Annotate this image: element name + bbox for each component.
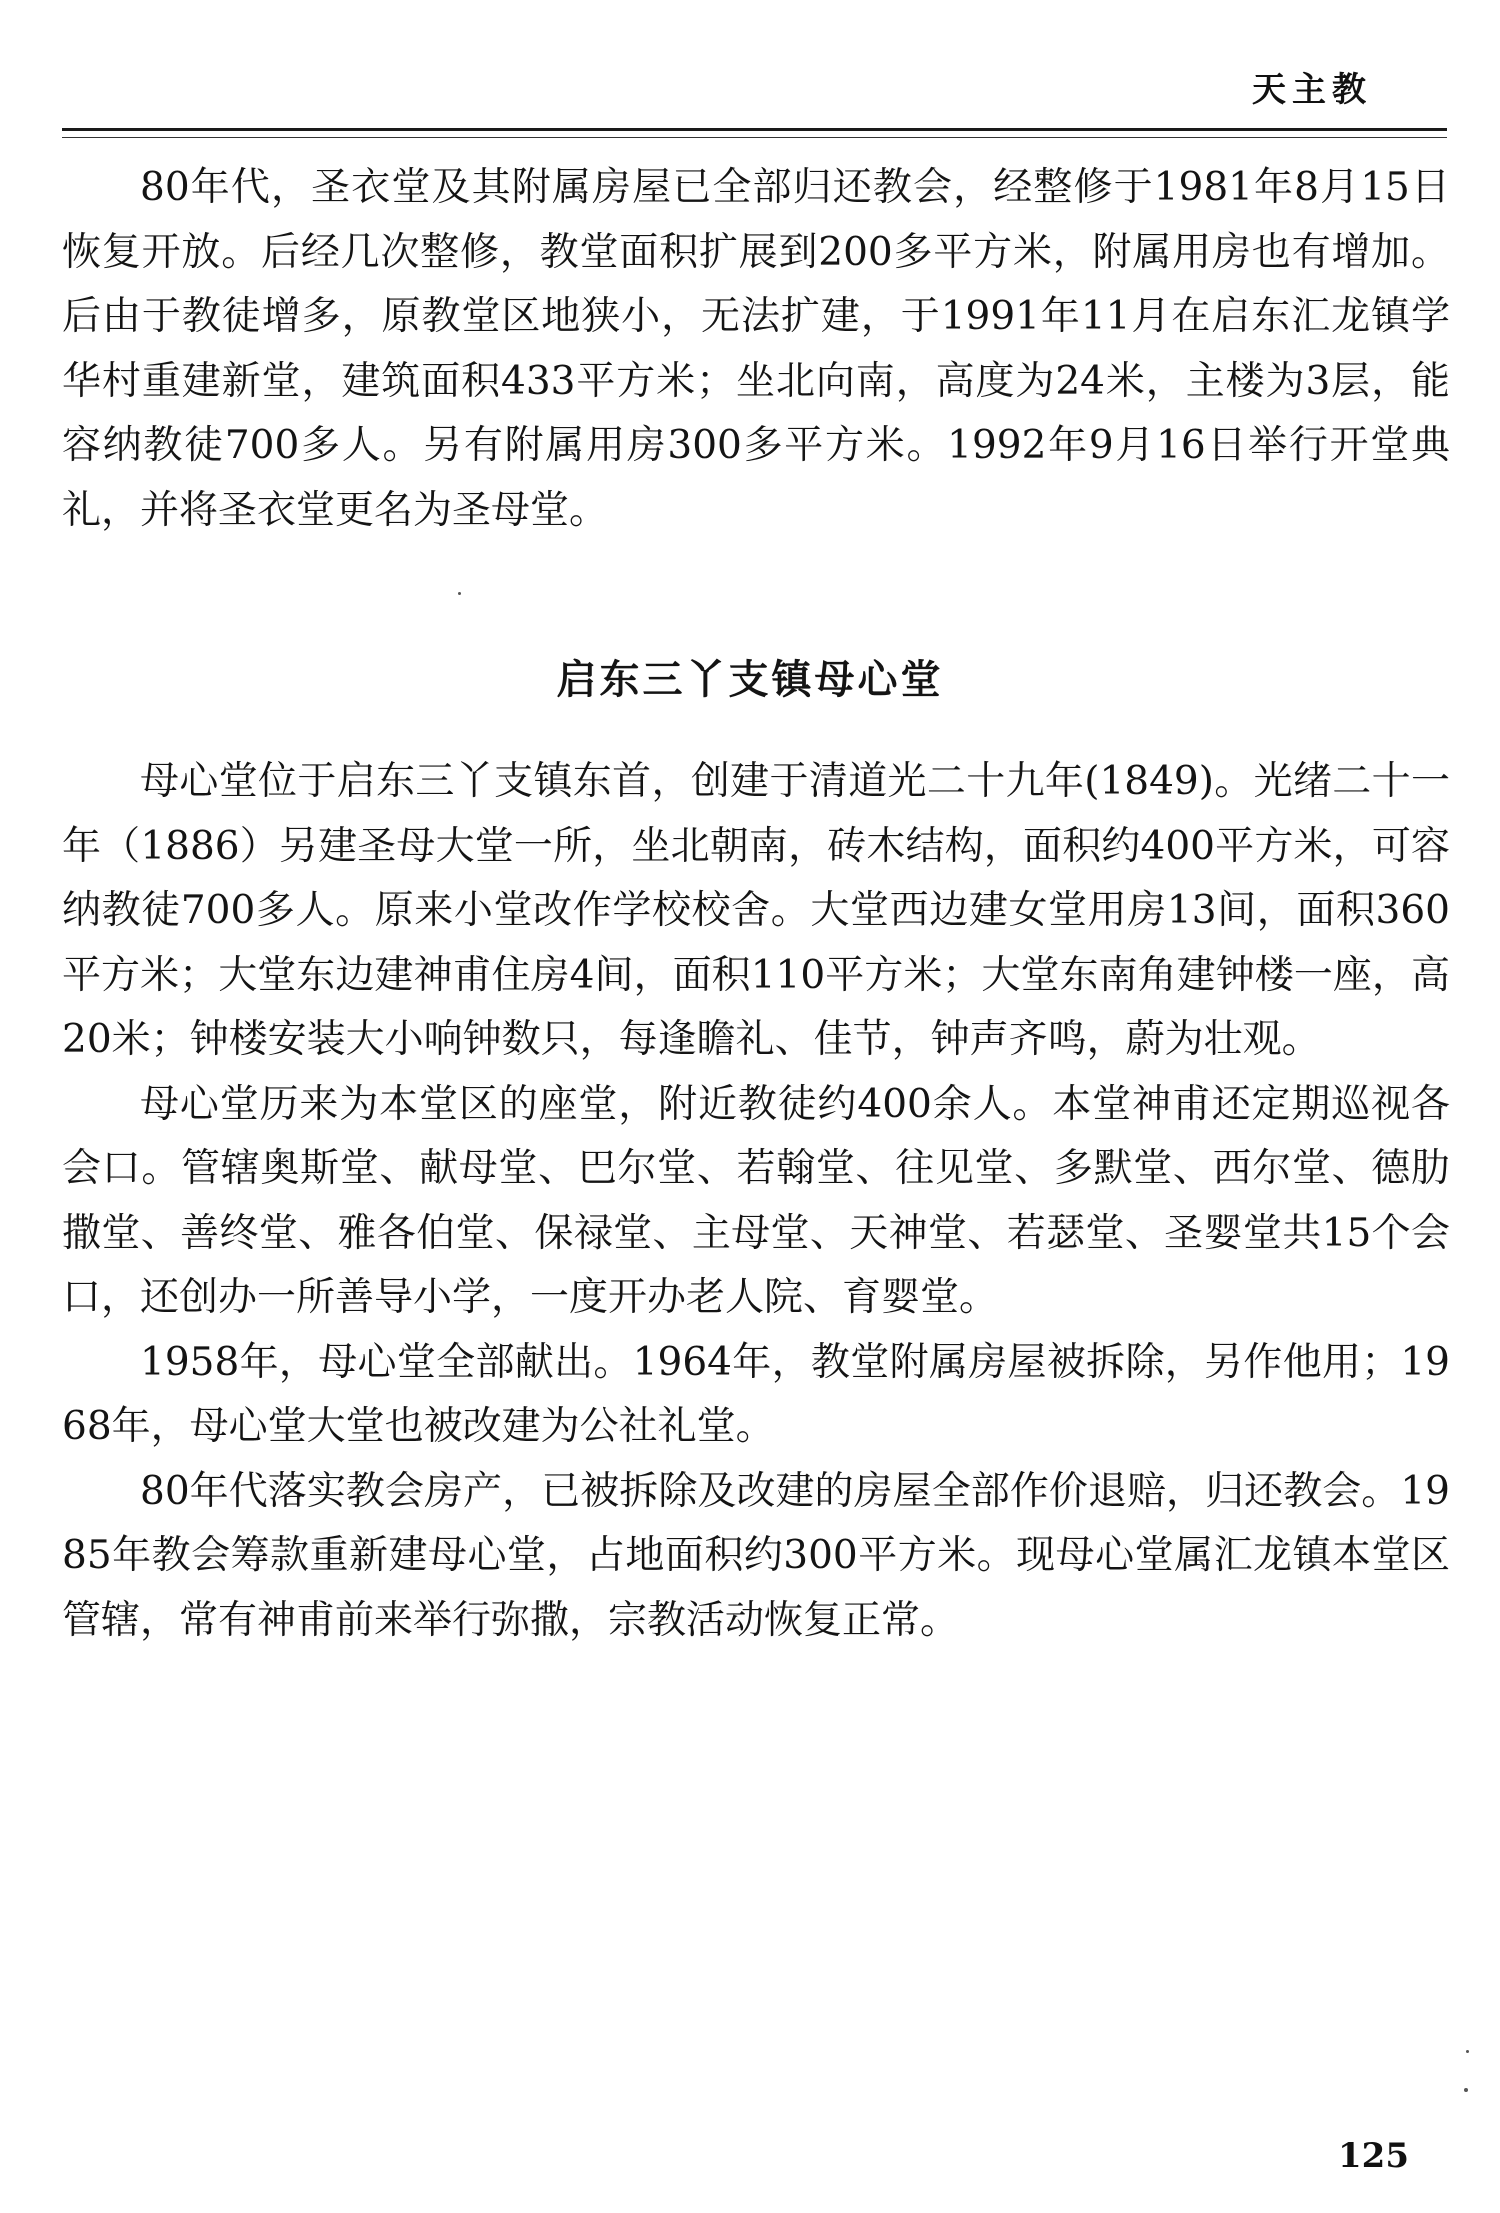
paragraph-section-3: 1958年，母心堂全部献出。1964年，教堂附属房屋被拆除，另作他用；1968年，母心堂大堂也被改建为公社礼堂。 (62, 1339, 1450, 1449)
scan-speck (1466, 2050, 1469, 2053)
scan-speck (458, 592, 461, 595)
running-head-title: 天主教 (1252, 70, 1372, 110)
section-title: 启东三丫支镇母心堂 (556, 656, 944, 703)
top-text-block (62, 156, 1450, 543)
paragraph-section-4: 80年代落实教会房产，已被拆除及改建的房屋全部作价退赔，归还教会。1985年教会筹款重新建母心堂，占地面积约300平方米。现母心堂属汇龙镇本堂区管辖，常有神甫前来举行弥撒，宗教活动恢复正常。 (62, 1468, 1450, 1643)
paragraph-top-1: 80年代，圣衣堂及其附属房屋已全部归还教会，经整修于1981年8月15日恢复开放。后经几次整修，教堂面积扩展到200多平方米，附属用房也有增加。后由于教徒增多，原教堂区地狭小，无法扩建，于1991年11月在启东汇龙镇学华村重建新堂，建筑面积433平方米；坐北向南，高度为24米，主楼为3层，能容纳教徒700多人。另有附属用房300多平方米。1992年9月16日举行开堂典礼，并将圣衣堂更名为圣母堂。 (62, 165, 1450, 533)
paragraph-section-1: 母心堂位于启东三丫支镇东首，创建于清道光二十九年(1849)。光绪二十一年（1886）另建圣母大堂一所，坐北朝南，砖木结构，面积约400平方米，可容纳教徒700多人。原来小堂改作学校校舍。大堂西边建女堂用房13间，面积360平方米；大堂东边建神甫住房4间，面积110平方米；大堂东南角建钟楼一座，高20米；钟楼安装大小响钟数只，每逢瞻礼、佳节，钟声齐鸣，蔚为壮观。 (62, 759, 1450, 1062)
header-rule-thick (62, 128, 1447, 131)
scan-speck (1464, 2088, 1468, 2092)
paragraph-section-2: 母心堂历来为本堂区的座堂，附近教徒约400余人。本堂神甫还定期巡视各会口。管辖奥斯堂、献母堂、巴尔堂、若翰堂、往见堂、多默堂、西尔堂、德肋撒堂、善终堂、雅各伯堂、保禄堂、主母堂、天神堂、若瑟堂、圣婴堂共15个会口，还创办一所善导小学，一度开办老人院、育婴堂。 (62, 1081, 1450, 1320)
section-text-block (62, 750, 1450, 1653)
page-number: 125 (1338, 2136, 1409, 2176)
header-rule-thin (62, 137, 1447, 138)
